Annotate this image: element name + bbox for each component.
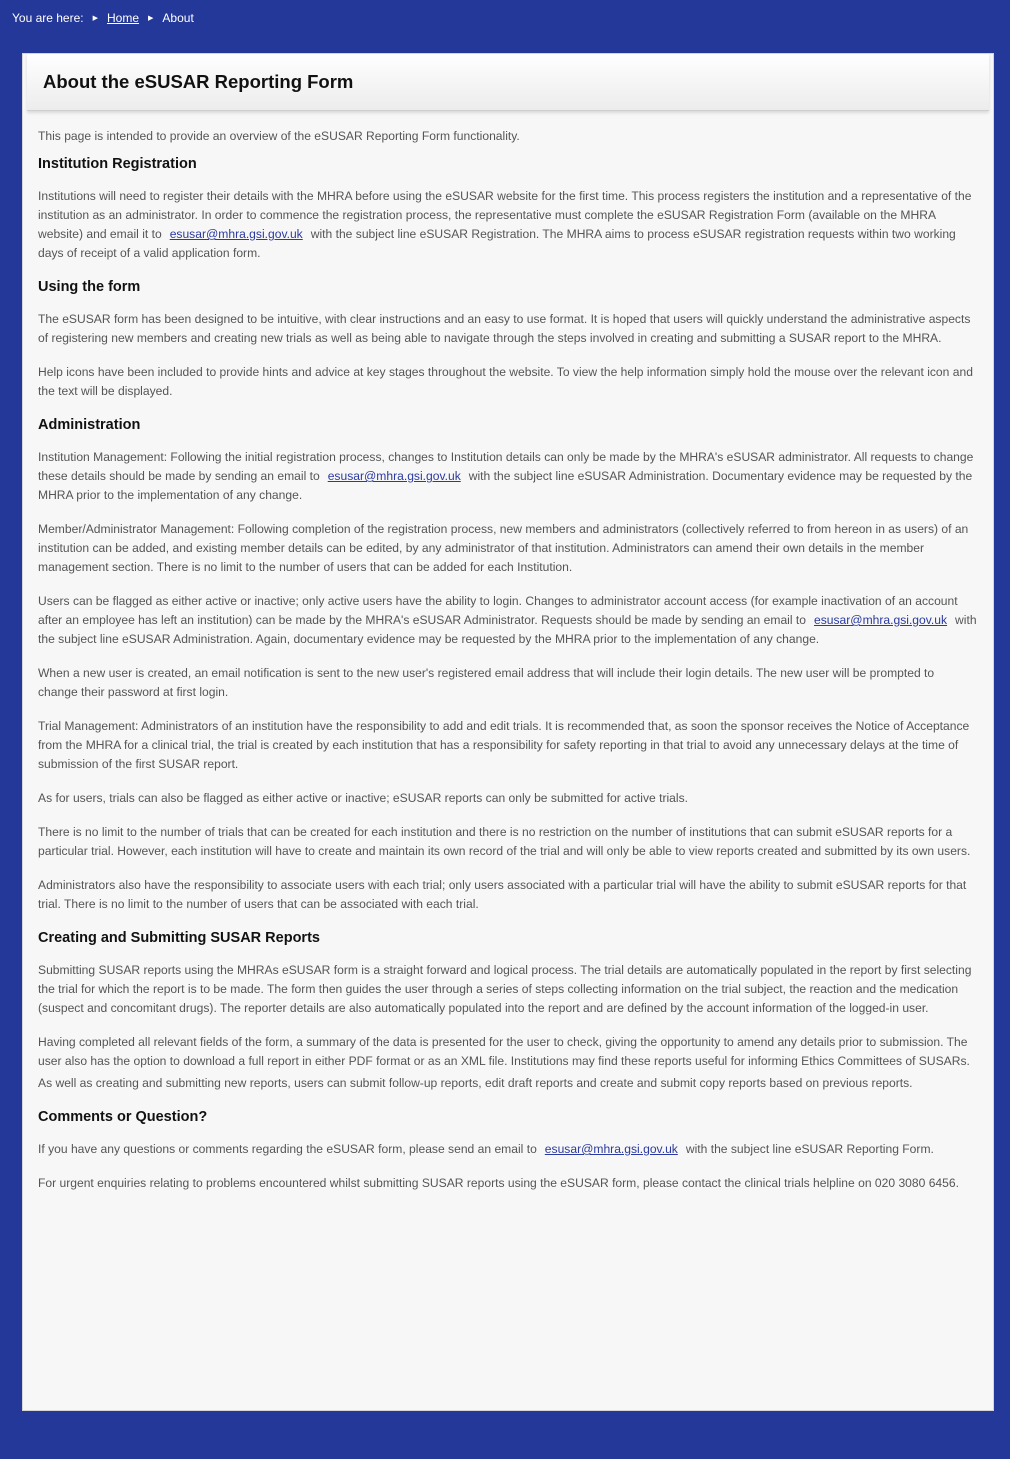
paragraph: As for users, trials can also be flagged as either active or inactive; eSUSAR reports can only be submitted for active trials. [38,791,689,805]
bullet-icon: ▶ [92,15,99,22]
text: with the subject line eSUSAR Registration. The MHRA aims to process eSUSAR registration requests within two working days of receipt of a valid application form. [38,227,956,260]
paragraph: The eSUSAR form has been designed to be intuitive, with clear instructions and an easy to use format. It is hoped that users will quickly understand the administrative aspects of registering new members and creating new trials as well as being able to navigate through the steps involved in creating and submitting a SUSAR report to the MHRA. [38,312,971,345]
paragraph [38,448,977,505]
heading-comments: Comments or Question? [38,1109,208,1125]
paragraph: There is no limit to the number of trials that can be created for each institution and there is no restriction on the number of institutions that can submit eSUSAR reports for a particular trial. However, each institution will have to create and maintain its own record of the trial and will only be able to view reports created and submitted by its own users. [38,825,971,858]
paragraph: Administrators also have the responsibility to associate users with each trial; only users associated with a particular trial will have the ability to submit eSUSAR reports for that trial. There is no limit to the number of users that can be associated with each trial. [38,878,967,911]
heading-creating-reports: Creating and Submitting SUSAR Reports [38,930,320,946]
paragraph [38,1140,977,1159]
paragraph: As well as creating and submitting new reports, users can submit follow-up reports, edit draft reports and create and submit copy reports based on previous reports. [38,1076,913,1090]
paragraph [38,592,977,649]
email-link[interactable]: esusar@mhra.gsi.gov.uk [327,469,461,483]
heading-using-the-form: Using the form [38,279,141,295]
paragraph: Trial Management: Administrators of an institution have the responsibility to add and edit trials. It is recommended that, as soon the sponsor receives the Notice of Acceptance from the MHRA for a clinical trial, the trial is created by each institution that has a responsibility for safety reporting in that trial to avoid any unnecessary delays at the time of submission of the first SUSAR report. [38,719,970,771]
paragraph: Submitting SUSAR reports using the MHRAs eSUSAR form is a straight forward and logical process. The trial details are automatically populated in the report by first selecting the trial for which the report is to be made. The form then guides the user through a series of steps collecting information on the trial subject, the reaction and the medication (suspect and concomitant drugs). The reporter details are also automatically populated into the report and are defined by the account information of the logged-in user. [38,963,972,1015]
text: with the subject line eSUSAR Reporting Form. [685,1142,934,1156]
title-bar [27,54,989,111]
breadcrumb-prefix: You are here: [12,11,84,25]
heading-administration: Administration [38,417,141,433]
email-link[interactable]: esusar@mhra.gsi.gov.uk [544,1142,678,1156]
paragraph: Member/Administrator Management: Following completion of the registration process, new members and administrators (collectively referred to from hereon in as users) of an institution can be added, and existing member details can be edited, by any administrator of that institution. Administrators can amend their own details in the member management section. There is no limit to the number of users that can be added for each Institution. [38,522,969,574]
text: Users can be flagged as either active or inactive; only active users have the ability to login. Changes to administrator account access (for example inactivation of an account after an employee has left an institution) can be made by the MHRA's eSUSAR Administrator. Requests should be made by sending an email to [38,594,958,627]
email-link[interactable]: esusar@mhra.gsi.gov.uk [169,227,303,241]
paragraph: For urgent enquiries relating to problems encountered whilst submitting SUSAR reports using the eSUSAR form, please contact the clinical trials helpline on 020 3080 6456. [38,1176,959,1190]
paragraph: When a new user is created, an email notification is sent to the new user's registered email address that will include their login details. The new user will be prompted to change their password at first login. [38,666,935,699]
paragraph [38,187,977,263]
breadcrumb [12,9,194,27]
text: If you have any questions or comments regarding the eSUSAR form, please send an email to [38,1142,537,1156]
content-panel [22,53,994,1411]
text: with the subject line eSUSAR Administration. Again, documentary evidence may be requested by the MHRA prior to the implementation of any change. [38,613,977,646]
email-link[interactable]: esusar@mhra.gsi.gov.uk [814,613,948,627]
text: Institution Management: Following the initial registration process, changes to Institution details can only be made by the MHRA's eSUSAR administrator. All requests to change these details should be made by sending an email to [38,450,974,483]
page-content [23,111,993,1193]
text: Institutions will need to register their details with the MHRA before using the eSUSAR website for the first time. This process registers the institution and a representative of the institution as an administrator. In order to commence the registration process, the representative must complete the eSUSAR Registration Form (available on the MHRA website) and email it to [38,189,972,241]
heading-institution-registration: Institution Registration [38,156,197,172]
bullet-icon: ▶ [148,15,154,22]
page-title: About the eSUSAR Reporting Form [43,71,354,92]
breadcrumb-current: About [162,11,194,25]
paragraph: Having completed all relevant fields of the form, a summary of the data is presented for the user to check, giving the opportunity to amend any details prior to submission. The user also has the option to download a full report in either PDF format or as an XML file. Institutions may find these reports useful for informing Ethics Committees of SUSARs. [38,1035,970,1068]
intro-text: This page is intended to provide an overview of the eSUSAR Reporting Form functionality. [38,129,520,143]
text: with the subject line eSUSAR Administration. Documentary evidence may be requested by the MHRA prior to the implementation of any change. [38,469,973,502]
paragraph: Help icons have been included to provide hints and advice at key stages throughout the website. To view the help information simply hold the mouse over the relevant icon and the text will be displayed. [38,365,973,398]
breadcrumb-home-link[interactable]: Home [107,11,140,25]
